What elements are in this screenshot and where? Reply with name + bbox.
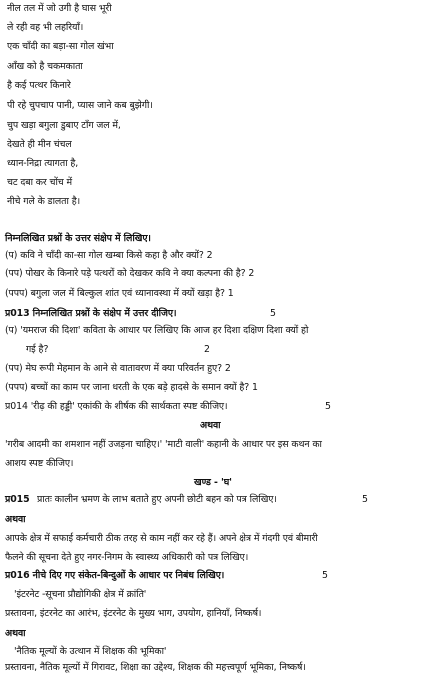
poem-line: एक चाँदी का बड़ा-सा गोल खंभा <box>7 41 114 52</box>
q14-alternative-cont: आशय स्पष्ट कीजिए। <box>5 458 74 469</box>
question-item: (प) 'यमराज की दिशा' कविता के आधार पर लिखिए कि आज हर दिशा दक्षिण दिशा क्यों हो <box>5 325 309 336</box>
poem-line: चुप खड़ा बगुला डुबाए टाँग जल में, <box>7 120 121 131</box>
q14-text: प्र014 'रीढ़ की हड्डी' एकांकी के शीर्षक की सार्थकता स्पष्ट कीजिए। <box>5 401 228 412</box>
q16-marks: 5 <box>322 570 328 581</box>
section-d-heading: खण्ड - 'घ' <box>194 477 232 488</box>
poem-line: है कई पत्थर किनारे <box>7 80 71 91</box>
or-label: अथवा <box>200 420 221 431</box>
essay-points: प्रस्तावना, नैतिक मूल्यों में गिरावट, शिक्षा का उद्देश्य, शिक्षक की महत्त्वपूर्ण भूमिका, निष्कर्ष। <box>5 662 306 673</box>
question-item-cont: गई है? <box>26 344 49 355</box>
question-item: (पप) मेघ रूपी मेहमान के आने से वातावरण में क्या परिवर्तन हुए? 2 <box>5 363 231 374</box>
or-label: अथवा <box>5 514 26 525</box>
question-item: (पप) पोखर के किनारे पड़े पत्थरों को देखकर कवि ने क्या कल्पना की है? 2 <box>5 268 255 279</box>
question-item: (पपप) बगुला जल में बिल्कुल शांत एवं ध्यानावस्था में क्यों खड़ा है? 1 <box>5 288 234 299</box>
question-item: (प) कवि ने चाँदी का-सा गोल खम्बा किसे कहा है और क्यों? 2 <box>5 250 213 261</box>
q14-marks: 5 <box>325 401 331 412</box>
poem-line: आँख को है चकमकाता <box>7 61 83 72</box>
poem-line: देखते ही मीन चंचल <box>7 139 72 150</box>
section1-heading: निम्नलिखित प्रश्नों के उत्तर संक्षेप में लिखिए। <box>5 233 151 244</box>
poem-line: पी रहे चुपचाप पानी, प्यास जाने कब बुझेगी। <box>7 100 153 111</box>
q15-alternative-cont: फैलने की सूचना देते हुए नगर-निगम के स्वास्थ्य अधिकारी को पत्र लिखिए। <box>5 552 249 563</box>
q13-item1-marks: 2 <box>204 344 210 355</box>
q13-heading: प्र013 निम्नलिखित प्रश्नों के संक्षेप में उत्तर दीजिए। <box>5 308 177 319</box>
question-item: (पपप) बच्चों का काम पर जाना धरती के एक बड़े हादसे के समान क्यों है? 1 <box>5 382 258 393</box>
essay-topic: 'नैतिक मूल्यों के उत्थान में शिक्षक की भूमिका' <box>14 646 167 657</box>
q15-text: प्रातः कालीन भ्रमण के लाभ बताते हुए अपनी छोटी बहन को पत्र लिखिए। <box>37 494 277 505</box>
poem-line: नील तल में जो उगी है घास भूरी <box>7 3 112 14</box>
or-label: अथवा <box>5 628 26 639</box>
q15-marks: 5 <box>362 494 368 505</box>
poem-line: नीचे गले के डालता है। <box>7 196 81 207</box>
q16-heading: प्र016 नीचे दिए गए संकेत-बिन्दुओं के आधार पर निबंध लिखिए। <box>5 570 225 581</box>
poem-line: ले रही वह भी लहरियाँ। <box>7 22 84 33</box>
essay-topic: 'इंटरनेट -सूचना प्रौद्योगिकी क्षेत्र में क्रांति' <box>14 589 147 600</box>
q14-alternative: 'गरीब आदमी का शमशान नहीं उजड़ना चाहिए।' 'माटी वाली' कहानी के आधार पर इस कथन का <box>5 439 322 450</box>
q15-label: प्र015 <box>5 494 30 505</box>
essay-points: प्रस्तावना, इंटरनेट का आरंभ, इंटरनेट के मुख्य भाग, उपयोग, हानियाँ, निष्कर्ष। <box>5 608 262 619</box>
q13-marks: 5 <box>270 308 276 319</box>
q15-alternative: आपके क्षेत्र में सफाई कर्मचारी ठीक तरह से काम नहीं कर रहे हैं। अपने क्षेत्र में गंदगी एवं बीमारी <box>5 533 318 544</box>
poem-line: चट दबा कर चोंच में <box>7 177 73 188</box>
poem-line: ध्यान-निद्रा त्यागता है, <box>7 158 79 169</box>
